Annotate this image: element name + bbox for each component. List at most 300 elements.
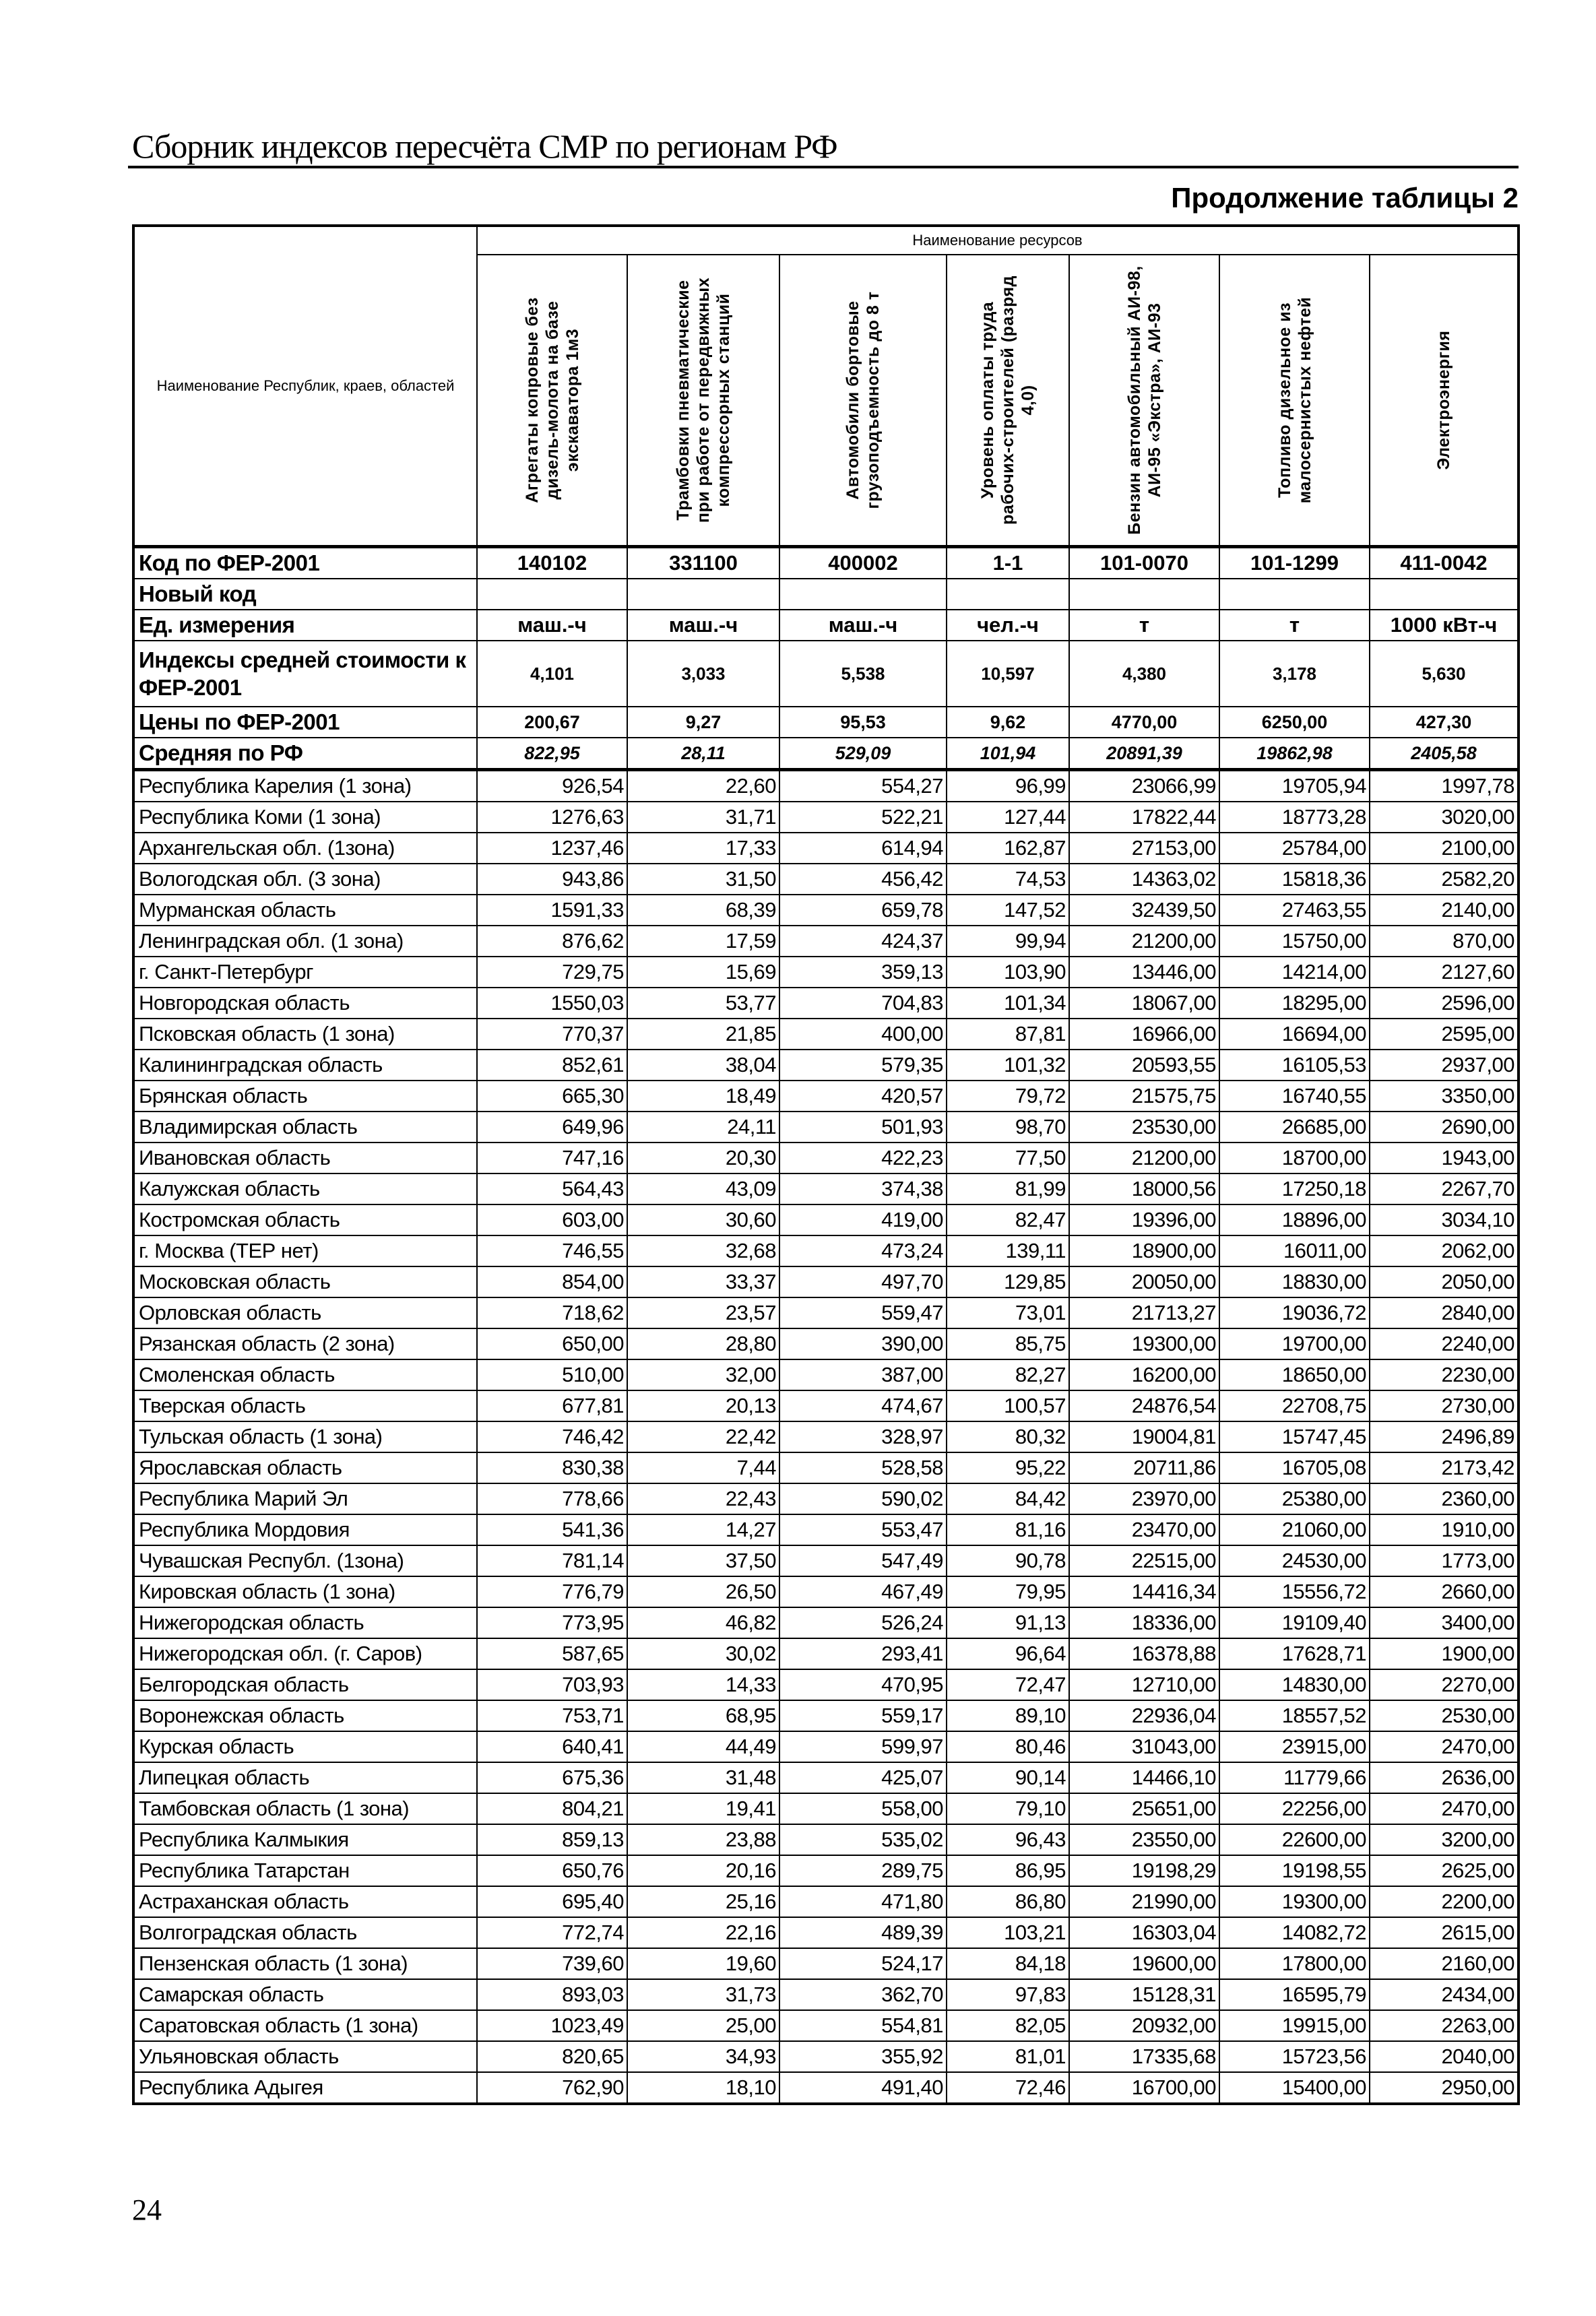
price-cell: 16200,00 (1069, 1359, 1219, 1390)
price-cell: 22708,75 (1219, 1390, 1370, 1421)
price-cell: 2270,00 (1370, 1669, 1519, 1700)
price-cell: 387,00 (779, 1359, 947, 1390)
meta-value: маш.-ч (779, 610, 947, 641)
price-cell: 677,81 (477, 1390, 627, 1421)
price-cell: 328,97 (779, 1421, 947, 1452)
region-name: Архангельская обл. (1зона) (133, 833, 477, 864)
meta-value: 427,30 (1370, 707, 1519, 738)
table-row (133, 1979, 1519, 2010)
price-cell: 89,10 (947, 1700, 1069, 1731)
price-cell: 16966,00 (1069, 1019, 1219, 1050)
price-cell: 2496,89 (1370, 1421, 1519, 1452)
price-cell: 16378,88 (1069, 1638, 1219, 1669)
price-cell: 21990,00 (1069, 1886, 1219, 1917)
price-cell: 1023,49 (477, 2010, 627, 2041)
meta-value: 19862,98 (1219, 738, 1370, 770)
price-cell: 23970,00 (1069, 1483, 1219, 1514)
region-name: Калужская область (133, 1173, 477, 1204)
table-row (133, 1545, 1519, 1576)
price-cell: 20593,55 (1069, 1050, 1219, 1081)
table-row (133, 770, 1519, 802)
price-cell: 28,80 (627, 1328, 779, 1359)
price-cell: 14,27 (627, 1514, 779, 1545)
meta-value: 529,09 (779, 738, 947, 770)
price-cell: 17335,68 (1069, 2041, 1219, 2072)
price-cell: 2690,00 (1370, 1112, 1519, 1143)
price-cell: 501,93 (779, 1112, 947, 1143)
price-cell: 471,80 (779, 1886, 947, 1917)
table-row (133, 1886, 1519, 1917)
price-cell: 85,75 (947, 1328, 1069, 1359)
table-row (133, 1112, 1519, 1143)
price-cell: 424,37 (779, 926, 947, 957)
price-cell: 3350,00 (1370, 1081, 1519, 1112)
price-cell: 20711,86 (1069, 1452, 1219, 1483)
price-cell: 103,21 (947, 1917, 1069, 1948)
price-cell: 24530,00 (1219, 1545, 1370, 1576)
region-index-table (132, 224, 1520, 2105)
price-cell: 14830,00 (1219, 1669, 1370, 1700)
price-cell: 21200,00 (1069, 1143, 1219, 1173)
price-cell: 18896,00 (1219, 1204, 1370, 1235)
price-cell: 497,70 (779, 1266, 947, 1297)
region-name: Псковская область (1 зона) (133, 1019, 477, 1050)
price-cell: 80,32 (947, 1421, 1069, 1452)
price-cell: 24876,54 (1069, 1390, 1219, 1421)
price-cell: 23,88 (627, 1824, 779, 1855)
region-name: г. Санкт-Петербург (133, 957, 477, 988)
price-cell: 103,90 (947, 957, 1069, 988)
region-name: Брянская область (133, 1081, 477, 1112)
price-cell: 614,94 (779, 833, 947, 864)
price-cell: 18700,00 (1219, 1143, 1370, 1173)
region-name: Липецкая область (133, 1762, 477, 1793)
price-cell: 98,70 (947, 1112, 1069, 1143)
meta-value: 101-1299 (1219, 547, 1370, 579)
new-code-row (133, 579, 1519, 610)
running-title: Сборник индексов пересчёта СМР по регионам РФ (132, 127, 837, 165)
price-cell: 770,37 (477, 1019, 627, 1050)
price-cell: 1550,03 (477, 988, 627, 1019)
price-cell: 21713,27 (1069, 1297, 1219, 1328)
price-cell: 2470,00 (1370, 1731, 1519, 1762)
price-cell: 19198,29 (1069, 1855, 1219, 1886)
region-name: Костромская область (133, 1204, 477, 1235)
price-cell: 3400,00 (1370, 1607, 1519, 1638)
price-cell: 12710,00 (1069, 1669, 1219, 1700)
region-name: Республика Марий Эл (133, 1483, 477, 1514)
price-cell: 127,44 (947, 802, 1069, 833)
meta-value (627, 579, 779, 610)
price-cell: 18900,00 (1069, 1235, 1219, 1266)
table-row (133, 1762, 1519, 1793)
price-cell: 2200,00 (1370, 1886, 1519, 1917)
region-name: Тульская область (1 зона) (133, 1421, 477, 1452)
price-cell: 96,99 (947, 770, 1069, 802)
price-cell: 23915,00 (1219, 1731, 1370, 1762)
price-cell: 773,95 (477, 1607, 627, 1638)
price-cell: 46,82 (627, 1607, 779, 1638)
price-cell: 27463,55 (1219, 895, 1370, 926)
region-name: Ульяновская область (133, 2041, 477, 2072)
price-cell: 2140,00 (1370, 895, 1519, 926)
price-cell: 21,85 (627, 1019, 779, 1050)
price-cell: 11779,66 (1219, 1762, 1370, 1793)
meta-value: маш.-ч (477, 610, 627, 641)
table-row (133, 1824, 1519, 1855)
region-name: Пензенская область (1 зона) (133, 1948, 477, 1979)
resource-column-header: Автомобили бортовые грузоподъемность до 8 т (779, 255, 947, 547)
price-cell: 17,33 (627, 833, 779, 864)
price-cell: 31043,00 (1069, 1731, 1219, 1762)
price-cell: 16700,00 (1069, 2072, 1219, 2104)
price-cell: 20,30 (627, 1143, 779, 1173)
table-row (133, 895, 1519, 926)
price-cell: 1276,63 (477, 802, 627, 833)
price-cell: 599,97 (779, 1731, 947, 1762)
price-cell: 2230,00 (1370, 1359, 1519, 1390)
region-name: Нижегородская область (133, 1607, 477, 1638)
price-cell: 19915,00 (1219, 2010, 1370, 2041)
meta-value: 9,62 (947, 707, 1069, 738)
table-row (133, 864, 1519, 895)
price-cell: 96,43 (947, 1824, 1069, 1855)
price-cell: 2470,00 (1370, 1793, 1519, 1824)
price-cell: 22,43 (627, 1483, 779, 1514)
price-cell: 22600,00 (1219, 1824, 1370, 1855)
price-cell: 362,70 (779, 1979, 947, 2010)
meta-value: 5,630 (1370, 641, 1519, 707)
meta-value: 822,95 (477, 738, 627, 770)
price-cell: 564,43 (477, 1173, 627, 1204)
price-cell: 22256,00 (1219, 1793, 1370, 1824)
price-cell: 2937,00 (1370, 1050, 1519, 1081)
price-cell: 420,57 (779, 1081, 947, 1112)
price-cell: 522,21 (779, 802, 947, 833)
table-row (133, 1483, 1519, 1514)
price-cell: 53,77 (627, 988, 779, 1019)
price-cell: 19004,81 (1069, 1421, 1219, 1452)
table-continuation-label: Продолжение таблицы 2 (1171, 182, 1519, 214)
meta-value (947, 579, 1069, 610)
meta-value: 400002 (779, 547, 947, 579)
price-cell: 32,00 (627, 1359, 779, 1390)
price-cell: 535,02 (779, 1824, 947, 1855)
meta-value: 2405,58 (1370, 738, 1519, 770)
resource-column-header: Уровень оплаты труда рабочих-строителей (разряд 4,0) (947, 255, 1069, 547)
table-row (133, 1359, 1519, 1390)
price-cell: 16011,00 (1219, 1235, 1370, 1266)
price-cell: 90,14 (947, 1762, 1069, 1793)
price-cell: 2660,00 (1370, 1576, 1519, 1607)
price-cell: 101,32 (947, 1050, 1069, 1081)
price-cell: 68,95 (627, 1700, 779, 1731)
table-row (133, 1917, 1519, 1948)
region-name: Ивановская область (133, 1143, 477, 1173)
price-cell: 19,41 (627, 1793, 779, 1824)
table-row (133, 1390, 1519, 1421)
price-cell: 876,62 (477, 926, 627, 957)
price-cell: 776,79 (477, 1576, 627, 1607)
price-cell: 30,60 (627, 1204, 779, 1235)
meta-value (1069, 579, 1219, 610)
price-cell: 703,93 (477, 1669, 627, 1700)
region-name: Ленинградская обл. (1 зона) (133, 926, 477, 957)
price-cell: 2360,00 (1370, 1483, 1519, 1514)
average-row (133, 738, 1519, 770)
price-cell: 3034,10 (1370, 1204, 1519, 1235)
price-cell: 746,42 (477, 1421, 627, 1452)
price-cell: 739,60 (477, 1948, 627, 1979)
price-cell: 32,68 (627, 1235, 779, 1266)
resource-column-header: Топливо дизельное из малосернистых нефтей (1219, 255, 1370, 547)
price-cell: 23530,00 (1069, 1112, 1219, 1143)
price-cell: 18830,00 (1219, 1266, 1370, 1297)
price-cell: 38,04 (627, 1050, 779, 1081)
meta-value: т (1219, 610, 1370, 641)
meta-value: 411-0042 (1370, 547, 1519, 579)
price-cell: 139,11 (947, 1235, 1069, 1266)
price-cell: 25,16 (627, 1886, 779, 1917)
price-cell: 2062,00 (1370, 1235, 1519, 1266)
price-cell: 425,07 (779, 1762, 947, 1793)
price-cell: 675,36 (477, 1762, 627, 1793)
price-cell: 649,96 (477, 1112, 627, 1143)
table-row (133, 1081, 1519, 1112)
region-name: Республика Калмыкия (133, 1824, 477, 1855)
region-name: Рязанская область (2 зона) (133, 1328, 477, 1359)
region-name: Воронежская область (133, 1700, 477, 1731)
price-cell: 15400,00 (1219, 2072, 1370, 2104)
price-cell: 20,16 (627, 1855, 779, 1886)
price-cell: 3020,00 (1370, 802, 1519, 833)
price-cell: 27153,00 (1069, 833, 1219, 864)
price-cell: 2040,00 (1370, 2041, 1519, 2072)
price-cell: 30,02 (627, 1638, 779, 1669)
price-cell: 16595,79 (1219, 1979, 1370, 2010)
price-cell: 16705,08 (1219, 1452, 1370, 1483)
table-row (133, 1266, 1519, 1297)
price-cell: 374,38 (779, 1173, 947, 1204)
price-cell: 15723,56 (1219, 2041, 1370, 2072)
price-cell: 554,81 (779, 2010, 947, 2041)
price-cell: 18000,56 (1069, 1173, 1219, 1204)
price-cell: 14082,72 (1219, 1917, 1370, 1948)
table-row (133, 1143, 1519, 1173)
price-cell: 22,60 (627, 770, 779, 802)
price-cell: 854,00 (477, 1266, 627, 1297)
price-cell: 19700,00 (1219, 1328, 1370, 1359)
price-cell: 23470,00 (1069, 1514, 1219, 1545)
price-cell: 37,50 (627, 1545, 779, 1576)
price-cell: 2730,00 (1370, 1390, 1519, 1421)
price-cell: 524,17 (779, 1948, 947, 1979)
price-cell: 474,67 (779, 1390, 947, 1421)
price-cell: 33,37 (627, 1266, 779, 1297)
price-cell: 23550,00 (1069, 1824, 1219, 1855)
region-name: Московская область (133, 1266, 477, 1297)
price-cell: 22,16 (627, 1917, 779, 1948)
price-cell: 2615,00 (1370, 1917, 1519, 1948)
table-row (133, 1948, 1519, 1979)
price-cell: 18295,00 (1219, 988, 1370, 1019)
price-cell: 558,00 (779, 1793, 947, 1824)
price-cell: 762,90 (477, 2072, 627, 2104)
price-cell: 82,27 (947, 1359, 1069, 1390)
price-cell: 87,81 (947, 1019, 1069, 1050)
price-cell: 16105,53 (1219, 1050, 1370, 1081)
table-row (133, 1638, 1519, 1669)
region-name: Владимирская область (133, 1112, 477, 1143)
region-name: Кировская область (1 зона) (133, 1576, 477, 1607)
table-row (133, 1607, 1519, 1638)
price-cell: 491,40 (779, 2072, 947, 2104)
region-name: Республика Коми (1 зона) (133, 802, 477, 833)
table-row (133, 1793, 1519, 1824)
table-row (133, 1297, 1519, 1328)
price-cell: 603,00 (477, 1204, 627, 1235)
price-cell: 25,00 (627, 2010, 779, 2041)
price-cell: 25380,00 (1219, 1483, 1370, 1514)
table-row (133, 1328, 1519, 1359)
price-cell: 859,13 (477, 1824, 627, 1855)
price-cell: 640,41 (477, 1731, 627, 1762)
price-cell: 19705,94 (1219, 770, 1370, 802)
table-row (133, 988, 1519, 1019)
price-cell: 162,87 (947, 833, 1069, 864)
meta-value (477, 579, 627, 610)
price-cell: 553,47 (779, 1514, 947, 1545)
table-row (133, 2010, 1519, 2041)
table-row (133, 1669, 1519, 1700)
price-cell: 23,57 (627, 1297, 779, 1328)
price-cell: 2625,00 (1370, 1855, 1519, 1886)
price-cell: 21060,00 (1219, 1514, 1370, 1545)
price-cell: 16740,55 (1219, 1081, 1370, 1112)
price-cell: 781,14 (477, 1545, 627, 1576)
region-name: Белгородская область (133, 1669, 477, 1700)
table-row (133, 802, 1519, 833)
price-cell: 400,00 (779, 1019, 947, 1050)
region-name: Тамбовская область (1 зона) (133, 1793, 477, 1824)
price-cell: 14363,02 (1069, 864, 1219, 895)
table-row (133, 1235, 1519, 1266)
price-cell: 72,47 (947, 1669, 1069, 1700)
meta-value: 1-1 (947, 547, 1069, 579)
price-cell: 14,33 (627, 1669, 779, 1700)
price-cell: 84,42 (947, 1483, 1069, 1514)
price-cell: 23066,99 (1069, 770, 1219, 802)
price-cell: 510,00 (477, 1359, 627, 1390)
price-cell: 18557,52 (1219, 1700, 1370, 1731)
price-cell: 753,71 (477, 1700, 627, 1731)
price-cell: 650,76 (477, 1855, 627, 1886)
meta-value: 140102 (477, 547, 627, 579)
price-cell: 704,83 (779, 988, 947, 1019)
table-row (133, 1204, 1519, 1235)
resources-group-header: Наименование ресурсов (477, 226, 1519, 255)
price-cell: 31,73 (627, 1979, 779, 2010)
price-cell: 746,55 (477, 1235, 627, 1266)
meta-value: чел.-ч (947, 610, 1069, 641)
price-cell: 554,27 (779, 770, 947, 802)
meta-value: 200,67 (477, 707, 627, 738)
price-cell: 81,01 (947, 2041, 1069, 2072)
price-cell: 19300,00 (1069, 1328, 1219, 1359)
meta-value: 101-0070 (1069, 547, 1219, 579)
price-cell: 82,47 (947, 1204, 1069, 1235)
row-label: Средняя по РФ (133, 738, 477, 770)
meta-value: т (1069, 610, 1219, 641)
price-cell: 68,39 (627, 895, 779, 926)
price-cell: 95,22 (947, 1452, 1069, 1483)
table-row (133, 1173, 1519, 1204)
price-cell: 20932,00 (1069, 2010, 1219, 2041)
meta-value: маш.-ч (627, 610, 779, 641)
price-cell: 2950,00 (1370, 2072, 1519, 2104)
price-cell: 80,46 (947, 1731, 1069, 1762)
meta-value (1370, 579, 1519, 610)
price-cell: 2582,20 (1370, 864, 1519, 895)
price-cell: 26685,00 (1219, 1112, 1370, 1143)
resource-column-header: Электроэнергия (1370, 255, 1519, 547)
price-cell: 665,30 (477, 1081, 627, 1112)
price-cell: 91,13 (947, 1607, 1069, 1638)
price-cell: 804,21 (477, 1793, 627, 1824)
region-name: Орловская область (133, 1297, 477, 1328)
price-cell: 2530,00 (1370, 1700, 1519, 1731)
price-cell: 467,49 (779, 1576, 947, 1607)
price-cell: 695,40 (477, 1886, 627, 1917)
table-row (133, 926, 1519, 957)
price-cell: 19198,55 (1219, 1855, 1370, 1886)
price-cell: 830,38 (477, 1452, 627, 1483)
meta-value: 4,101 (477, 641, 627, 707)
region-name: Республика Карелия (1 зона) (133, 770, 477, 802)
row-label: Новый код (133, 579, 477, 610)
price-cell: 390,00 (779, 1328, 947, 1359)
price-cell: 32439,50 (1069, 895, 1219, 926)
price-cell: 419,00 (779, 1204, 947, 1235)
price-cell: 2596,00 (1370, 988, 1519, 1019)
price-cell: 852,61 (477, 1050, 627, 1081)
table-row (133, 1514, 1519, 1545)
price-cell: 470,95 (779, 1669, 947, 1700)
meta-value: 10,597 (947, 641, 1069, 707)
table-row (133, 1452, 1519, 1483)
region-name: Новгородская область (133, 988, 477, 1019)
price-cell: 18067,00 (1069, 988, 1219, 1019)
price-cell: 129,85 (947, 1266, 1069, 1297)
meta-value: 9,27 (627, 707, 779, 738)
header-rule (128, 166, 1519, 168)
price-cell: 100,57 (947, 1390, 1069, 1421)
price-cell: 659,78 (779, 895, 947, 926)
price-cell: 147,52 (947, 895, 1069, 926)
price-cell: 2267,70 (1370, 1173, 1519, 1204)
price-cell: 1997,78 (1370, 770, 1519, 802)
price-cell: 18773,28 (1219, 802, 1370, 833)
price-cell: 15747,45 (1219, 1421, 1370, 1452)
table-row (133, 2041, 1519, 2072)
table-row (133, 833, 1519, 864)
price-cell: 26,50 (627, 1576, 779, 1607)
meta-value: 3,178 (1219, 641, 1370, 707)
price-cell: 17628,71 (1219, 1638, 1370, 1669)
price-cell: 1910,00 (1370, 1514, 1519, 1545)
region-name: Самарская область (133, 1979, 477, 2010)
price-cell: 893,03 (477, 1979, 627, 2010)
